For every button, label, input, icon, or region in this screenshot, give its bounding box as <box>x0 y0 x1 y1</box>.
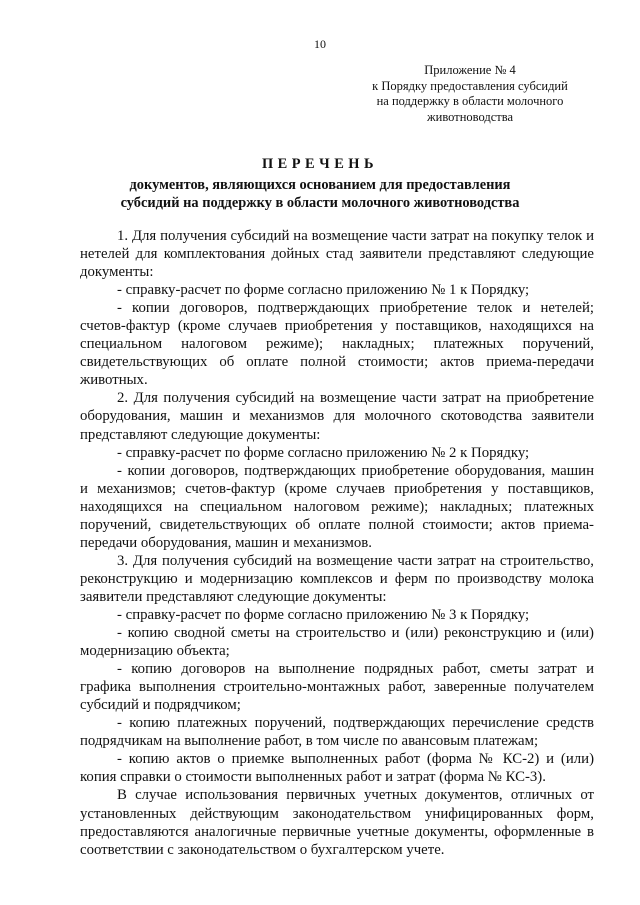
paragraph: - справку-расчет по форме согласно приложению № 2 к Порядку; <box>117 444 530 461</box>
appendix-line: животноводства <box>427 109 513 124</box>
appendix-line: Приложение № 4 <box>424 63 516 77</box>
paragraph: - копию договоров на выполнение подрядных работ, сметы затрат и графика выполнения строительно-монтажных работ, заверенные получателем субсидий и подрядчиком; <box>80 661 594 714</box>
paragraph: 3. Для получения субсидий на возмещение части затрат на строительство, реконструкцию и модернизацию комплексов и ферм по производству молока заявители представляют следующие документы: <box>80 552 594 605</box>
subtitle-line: документов, являющихся основанием для предоставления <box>129 177 511 193</box>
paragraph: - копии договоров, подтверждающих приобретение телок и нетелей; счетов-фактур (кроме случаев приобретения у поставщиков, находящихся на специальном налоговом режиме); накладных; платежных поручений, свидетельствующих об оплате полной стоимости; актов приема-передачи животных. <box>80 300 594 389</box>
page-number: 10 <box>314 37 326 51</box>
appendix-line: на поддержку в области молочного <box>376 94 564 109</box>
paragraph: 2. Для получения субсидий на возмещение части затрат на приобретение оборудования, машин и механизмов для молочного скотоводства заявители представляют следующие документы: <box>80 390 594 443</box>
document-title: ПЕРЕЧЕНЬ <box>261 156 379 172</box>
paragraph: - копии договоров, подтверждающих приобретение оборудования, машин и механизмов; счетов-фактур (кроме случаев приобретения у поставщиков, находящихся на специальном налоговом режиме); накладных; платежных поручений, свидетельствующих об оплате полной стоимости; актов приема-передачи оборудования, машин и механизмов. <box>80 462 594 551</box>
paragraph: - справку-расчет по форме согласно приложению № 3 к Порядку; <box>117 606 530 623</box>
paragraph: В случае использования первичных учетных документов, отличных от установленных действующим законодательством унифицированных форм, предоставляются аналогичные первичные учетные документы, оформленные в соответствии с законодательством о бухгалтерском учете. <box>80 787 594 858</box>
appendix-line: к Порядку предоставления субсидий <box>372 78 568 93</box>
subtitle-line: субсидий на поддержку в области молочного животноводства <box>120 195 520 211</box>
paragraph: - копию платежных поручений, подтверждающих перечисление средств подрядчикам на выполнение работ, в том числе по авансовым платежам; <box>80 715 594 750</box>
paragraph: 1. Для получения субсидий на возмещение части затрат на покупку телок и нетелей для комплектования дойных стад заявители представляют следующие документы: <box>80 228 594 281</box>
paragraph: - копию сводной сметы на строительство и (или) реконструкцию и (или) модернизацию объекта; <box>80 625 594 660</box>
paragraph: - копию актов о приемке выполненных работ (форма № КС-2) и (или) копия справки о стоимости выполненных работ и затрат (форма № КС-3). <box>80 751 594 786</box>
document-body <box>80 227 594 859</box>
document-subtitle <box>60 176 580 212</box>
paragraph: - справку-расчет по форме согласно приложению № 1 к Порядку; <box>117 282 530 299</box>
appendix-header <box>355 63 585 125</box>
